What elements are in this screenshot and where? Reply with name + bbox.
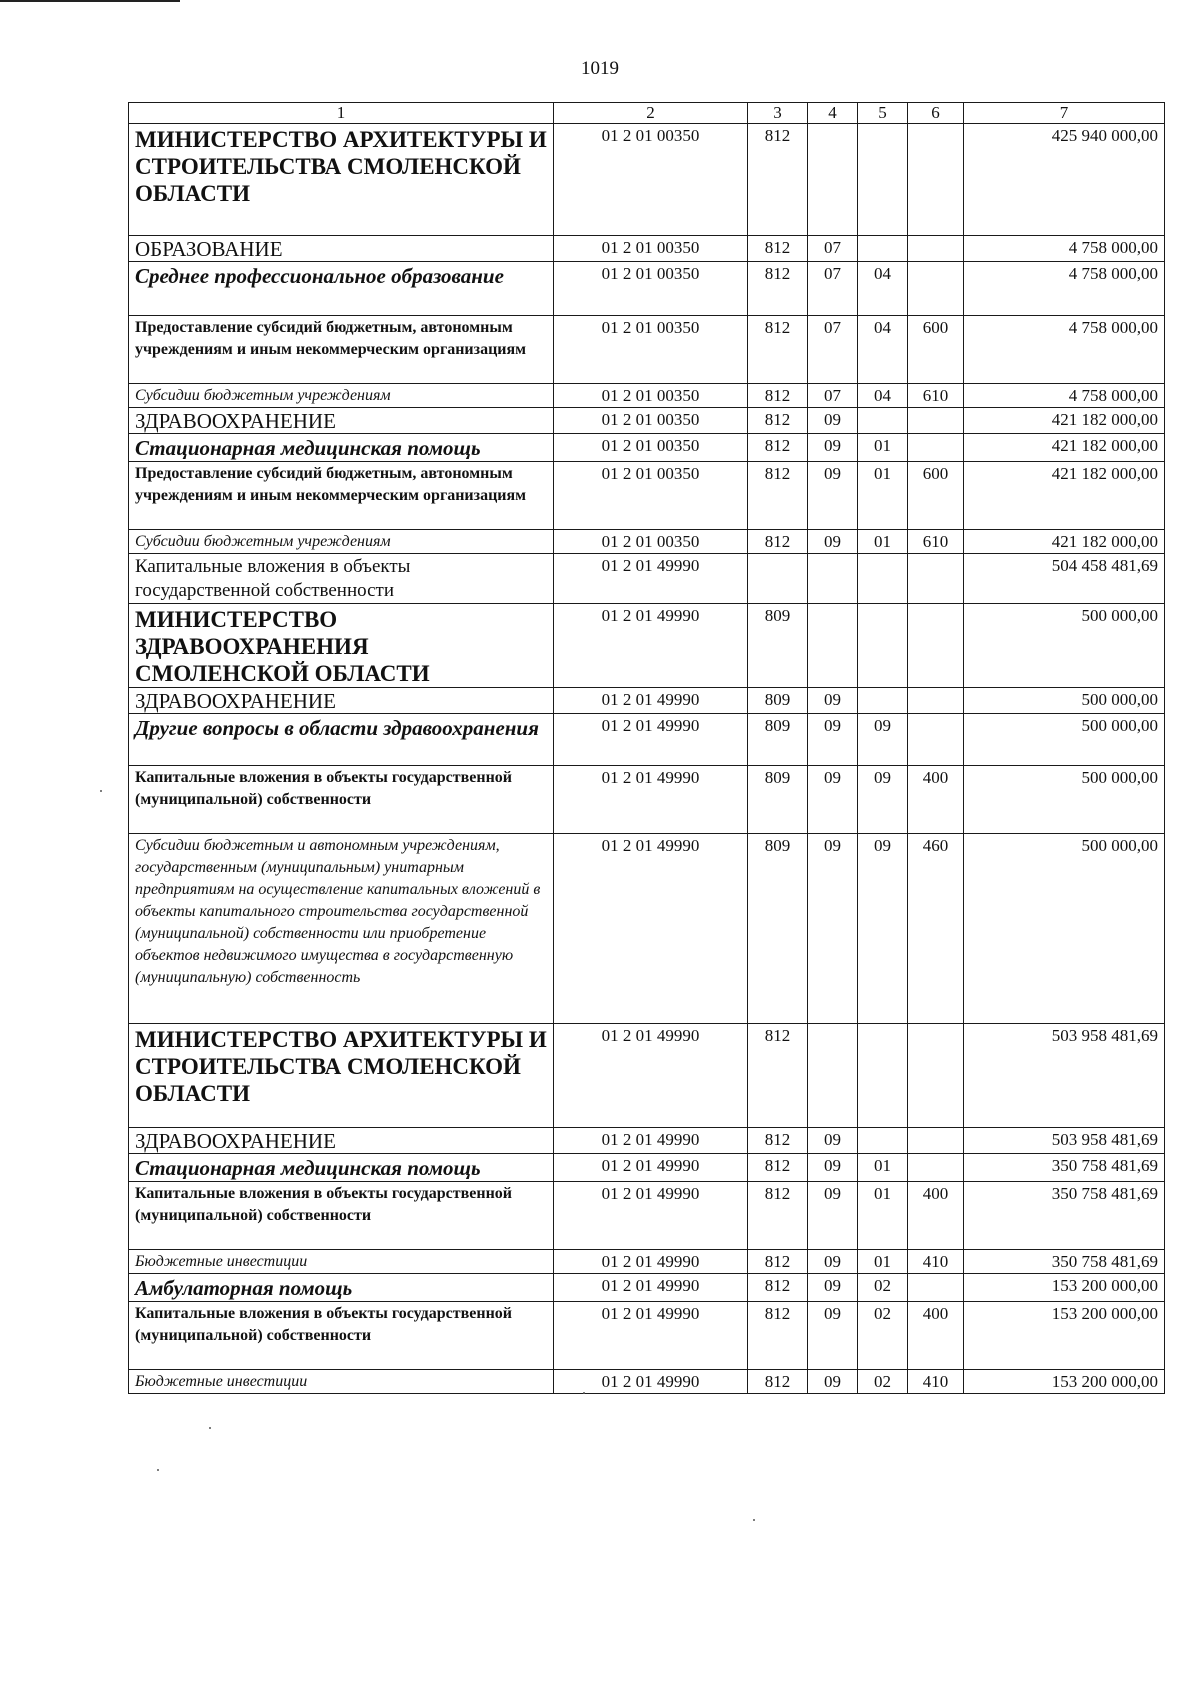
amount-value: 504 458 481,69 [964, 554, 1165, 604]
section-code: 07 [808, 384, 858, 408]
expense-type-code [908, 434, 964, 462]
department-code: 812 [748, 1274, 808, 1302]
department-code: 812 [748, 1182, 808, 1250]
row-name-text: Стационарная медицинская помощь [135, 1156, 481, 1180]
expense-type-code [908, 604, 964, 688]
expense-type-code: 400 [908, 1182, 964, 1250]
row-name-text: Предоставление субсидий бюджетным, автономным учреждениям и иным некоммерческим организациям [135, 465, 527, 504]
amount-value: 421 182 000,00 [964, 434, 1165, 462]
row-name-cell [129, 1128, 554, 1154]
scan-speck [583, 1392, 585, 1394]
expense-type-code [908, 1274, 964, 1302]
department-code [748, 554, 808, 604]
target-article-code: 01 2 01 49990 [554, 766, 748, 834]
row-name-text: Субсидии бюджетным учреждениям [135, 533, 391, 550]
target-article-code: 01 2 01 00350 [554, 124, 748, 236]
section-code [808, 604, 858, 688]
row-name-text: МИНИСТЕРСТВО АРХИТЕКТУРЫ И СТРОИТЕЛЬСТВА СМОЛЕНСКОЙ ОБЛАСТИ [135, 127, 547, 206]
row-name-text: Стационарная медицинская помощь [135, 436, 481, 460]
department-code: 809 [748, 766, 808, 834]
expense-type-code: 610 [908, 530, 964, 554]
section-code: 09 [808, 1274, 858, 1302]
expense-type-code [908, 554, 964, 604]
section-code: 07 [808, 262, 858, 316]
row-name-cell [129, 384, 554, 408]
row-name-text: Среднее профессиональное образование [135, 264, 504, 288]
scan-speck [157, 1469, 159, 1471]
department-code: 812 [748, 124, 808, 236]
department-code: 809 [748, 688, 808, 714]
table-row [129, 834, 1165, 1024]
amount-value: 421 182 000,00 [964, 462, 1165, 530]
row-name-text: Амбулаторная помощь [135, 1276, 353, 1300]
row-name-text: Капитальные вложения в объекты государственной (муниципальной) собственности [135, 769, 512, 808]
department-code: 812 [748, 1370, 808, 1394]
subsection-code: 09 [858, 766, 908, 834]
row-name-cell [129, 408, 554, 434]
section-code: 09 [808, 1250, 858, 1274]
section-code: 09 [808, 1370, 858, 1394]
target-article-code: 01 2 01 00350 [554, 530, 748, 554]
table-row [129, 384, 1165, 408]
subsection-code: 01 [858, 530, 908, 554]
section-code: 09 [808, 834, 858, 1024]
expense-type-code: 610 [908, 384, 964, 408]
row-name-text: Капитальные вложения в объекты государственной (муниципальной) собственности [135, 1185, 512, 1224]
expense-type-code: 600 [908, 316, 964, 384]
row-name-text: Предоставление субсидий бюджетным, автономным учреждениям и иным некоммерческим организациям [135, 319, 527, 358]
table-row [129, 1250, 1165, 1274]
table-row [129, 1302, 1165, 1370]
amount-value: 421 182 000,00 [964, 530, 1165, 554]
amount-value: 500 000,00 [964, 688, 1165, 714]
table-row [129, 1370, 1165, 1394]
row-name-cell [129, 714, 554, 766]
section-code: 09 [808, 434, 858, 462]
amount-value: 421 182 000,00 [964, 408, 1165, 434]
department-code: 812 [748, 1128, 808, 1154]
row-name-cell [129, 688, 554, 714]
subsection-code [858, 1024, 908, 1128]
row-name-cell [129, 124, 554, 236]
row-name-cell [129, 766, 554, 834]
table-row [129, 766, 1165, 834]
amount-value: 153 200 000,00 [964, 1274, 1165, 1302]
subsection-code: 01 [858, 462, 908, 530]
target-article-code: 01 2 01 49990 [554, 1024, 748, 1128]
row-name-text: Бюджетные инвестиции [135, 1253, 308, 1270]
amount-value: 4 758 000,00 [964, 384, 1165, 408]
target-article-code: 01 2 01 49990 [554, 1154, 748, 1182]
row-name-cell [129, 1370, 554, 1394]
department-code: 809 [748, 714, 808, 766]
target-article-code: 01 2 01 49990 [554, 1274, 748, 1302]
department-code: 812 [748, 1302, 808, 1370]
target-article-code: 01 2 01 49990 [554, 688, 748, 714]
department-code: 809 [748, 604, 808, 688]
expense-type-code [908, 262, 964, 316]
table-row [129, 1024, 1165, 1128]
expense-type-code: 410 [908, 1250, 964, 1274]
expense-type-code [908, 714, 964, 766]
row-name-cell [129, 834, 554, 1024]
row-name-text: Капитальные вложения в объекты государственной (муниципальной) собственности [135, 1305, 512, 1344]
table-row [129, 1274, 1165, 1302]
expense-type-code [908, 1128, 964, 1154]
subsection-code: 01 [858, 434, 908, 462]
header-cell-1: 1 [129, 103, 554, 124]
row-name-cell [129, 1182, 554, 1250]
budget-table-body [129, 103, 1165, 1394]
amount-value: 4 758 000,00 [964, 262, 1165, 316]
row-name-cell [129, 462, 554, 530]
amount-value: 153 200 000,00 [964, 1370, 1165, 1394]
target-article-code: 01 2 01 49990 [554, 834, 748, 1024]
expense-type-code [908, 124, 964, 236]
expense-type-code [908, 1154, 964, 1182]
scan-edge-mark [0, 0, 180, 2]
subsection-code [858, 1128, 908, 1154]
department-code: 812 [748, 1250, 808, 1274]
target-article-code: 01 2 01 49990 [554, 1182, 748, 1250]
header-cell-5: 5 [858, 103, 908, 124]
department-code: 812 [748, 236, 808, 262]
subsection-code [858, 554, 908, 604]
amount-value: 500 000,00 [964, 714, 1165, 766]
row-name-text: ЗДРАВООХРАНЕНИЕ [135, 1129, 336, 1153]
table-row [129, 236, 1165, 262]
subsection-code: 01 [858, 1250, 908, 1274]
expense-type-code [908, 236, 964, 262]
table-row [129, 408, 1165, 434]
subsection-code: 02 [858, 1274, 908, 1302]
section-code: 09 [808, 408, 858, 434]
row-name-text: Бюджетные инвестиции [135, 1373, 308, 1390]
amount-value: 350 758 481,69 [964, 1154, 1165, 1182]
row-name-text: МИНИСТЕРСТВО ЗДРАВООХРАНЕНИЯ СМОЛЕНСКОЙ ОБЛАСТИ [135, 607, 430, 686]
target-article-code: 01 2 01 00350 [554, 408, 748, 434]
expense-type-code: 460 [908, 834, 964, 1024]
target-article-code: 01 2 01 00350 [554, 236, 748, 262]
subsection-code: 09 [858, 834, 908, 1024]
subsection-code: 01 [858, 1154, 908, 1182]
section-code [808, 124, 858, 236]
row-name-cell [129, 1274, 554, 1302]
target-article-code: 01 2 01 49990 [554, 554, 748, 604]
subsection-code: 09 [858, 714, 908, 766]
target-article-code: 01 2 01 00350 [554, 462, 748, 530]
amount-value: 503 958 481,69 [964, 1128, 1165, 1154]
expense-type-code [908, 1024, 964, 1128]
section-code: 09 [808, 530, 858, 554]
row-name-text: МИНИСТЕРСТВО АРХИТЕКТУРЫ И СТРОИТЕЛЬСТВА СМОЛЕНСКОЙ ОБЛАСТИ [135, 1027, 547, 1106]
expense-type-code [908, 688, 964, 714]
target-article-code: 01 2 01 49990 [554, 1250, 748, 1274]
amount-value: 350 758 481,69 [964, 1250, 1165, 1274]
table-row [129, 554, 1165, 604]
subsection-code [858, 236, 908, 262]
table-row [129, 688, 1165, 714]
section-code [808, 554, 858, 604]
row-name-cell [129, 236, 554, 262]
subsection-code [858, 408, 908, 434]
expense-type-code: 400 [908, 1302, 964, 1370]
department-code: 812 [748, 408, 808, 434]
department-code: 812 [748, 384, 808, 408]
section-code: 09 [808, 462, 858, 530]
target-article-code: 01 2 01 49990 [554, 714, 748, 766]
section-code: 09 [808, 766, 858, 834]
section-code: 07 [808, 316, 858, 384]
row-name-text: Капитальные вложения в объекты государственной собственности [135, 556, 411, 601]
amount-value: 503 958 481,69 [964, 1024, 1165, 1128]
target-article-code: 01 2 01 00350 [554, 262, 748, 316]
amount-value: 500 000,00 [964, 604, 1165, 688]
row-name-cell [129, 1302, 554, 1370]
header-cell-4: 4 [808, 103, 858, 124]
header-cell-2: 2 [554, 103, 748, 124]
row-name-cell [129, 554, 554, 604]
row-name-cell [129, 316, 554, 384]
row-name-cell [129, 604, 554, 688]
target-article-code: 01 2 01 49990 [554, 604, 748, 688]
row-name-cell [129, 1250, 554, 1274]
scan-speck [209, 1427, 211, 1429]
subsection-code: 01 [858, 1182, 908, 1250]
expense-type-code: 410 [908, 1370, 964, 1394]
target-article-code: 01 2 01 00350 [554, 316, 748, 384]
amount-value: 4 758 000,00 [964, 236, 1165, 262]
department-code: 812 [748, 434, 808, 462]
header-cell-3: 3 [748, 103, 808, 124]
target-article-code: 01 2 01 00350 [554, 434, 748, 462]
department-code: 812 [748, 262, 808, 316]
subsection-code: 02 [858, 1370, 908, 1394]
amount-value: 500 000,00 [964, 834, 1165, 1024]
table-row [129, 1182, 1165, 1250]
subsection-code [858, 124, 908, 236]
section-code [808, 1024, 858, 1128]
target-article-code: 01 2 01 49990 [554, 1370, 748, 1394]
amount-value: 350 758 481,69 [964, 1182, 1165, 1250]
table-row [129, 1128, 1165, 1154]
department-code: 812 [748, 530, 808, 554]
row-name-text: Субсидии бюджетным учреждениям [135, 387, 391, 404]
expense-type-code: 600 [908, 462, 964, 530]
target-article-code: 01 2 01 49990 [554, 1302, 748, 1370]
table-row [129, 434, 1165, 462]
amount-value: 4 758 000,00 [964, 316, 1165, 384]
row-name-text: ЗДРАВООХРАНЕНИЕ [135, 689, 336, 713]
department-code: 812 [748, 1024, 808, 1128]
subsection-code [858, 604, 908, 688]
section-code: 09 [808, 714, 858, 766]
table-row [129, 1154, 1165, 1182]
section-code: 09 [808, 1302, 858, 1370]
amount-value: 425 940 000,00 [964, 124, 1165, 236]
department-code: 812 [748, 316, 808, 384]
department-code: 812 [748, 462, 808, 530]
header-row [129, 103, 1165, 124]
row-name-cell [129, 434, 554, 462]
expense-type-code [908, 408, 964, 434]
row-name-text: Другие вопросы в области здравоохранения [135, 716, 539, 740]
subsection-code: 04 [858, 262, 908, 316]
header-cell-7: 7 [964, 103, 1165, 124]
section-code: 07 [808, 236, 858, 262]
amount-value: 153 200 000,00 [964, 1302, 1165, 1370]
row-name-cell [129, 1154, 554, 1182]
table-row [129, 604, 1165, 688]
subsection-code: 04 [858, 316, 908, 384]
scan-speck [100, 790, 102, 792]
subsection-code: 04 [858, 384, 908, 408]
page-number: 1019 [581, 58, 619, 79]
row-name-text: ЗДРАВООХРАНЕНИЕ [135, 409, 336, 433]
subsection-code [858, 688, 908, 714]
target-article-code: 01 2 01 00350 [554, 384, 748, 408]
table-row [129, 124, 1165, 236]
row-name-text: Субсидии бюджетным и автономным учреждениям, государственным (муниципальным) унитарным предприятиям на осуществление капитальных вложений в объекты капитального строительства государственной (муниципальной) собственности или приобретение объектов недвижимого имущества в государственную (муниципальную) собственность [135, 837, 541, 986]
department-code: 812 [748, 1154, 808, 1182]
row-name-cell [129, 530, 554, 554]
table-row [129, 530, 1165, 554]
row-name-text: ОБРАЗОВАНИЕ [135, 237, 283, 261]
amount-value: 500 000,00 [964, 766, 1165, 834]
table-row [129, 462, 1165, 530]
department-code: 809 [748, 834, 808, 1024]
header-cell-6: 6 [908, 103, 964, 124]
section-code: 09 [808, 1128, 858, 1154]
target-article-code: 01 2 01 49990 [554, 1128, 748, 1154]
expense-type-code: 400 [908, 766, 964, 834]
budget-table [128, 102, 1165, 1394]
section-code: 09 [808, 1154, 858, 1182]
scan-speck [753, 1519, 755, 1521]
section-code: 09 [808, 1182, 858, 1250]
table-row [129, 316, 1165, 384]
row-name-cell [129, 262, 554, 316]
subsection-code: 02 [858, 1302, 908, 1370]
table-row [129, 714, 1165, 766]
row-name-cell [129, 1024, 554, 1128]
section-code: 09 [808, 688, 858, 714]
table-row [129, 262, 1165, 316]
